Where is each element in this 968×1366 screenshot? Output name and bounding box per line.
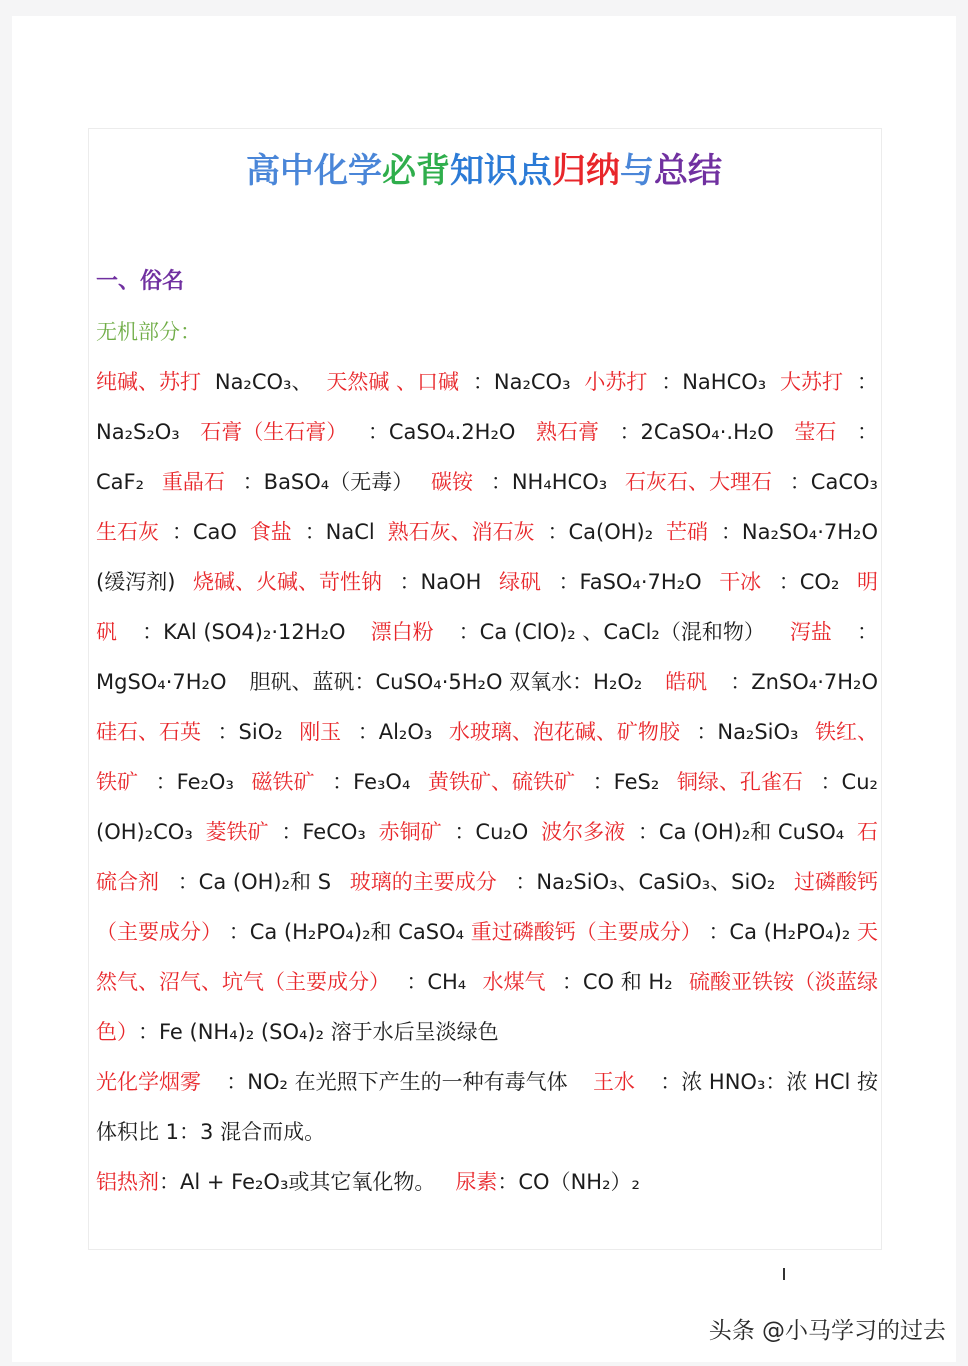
text-line <box>96 812 878 862</box>
text-line <box>96 1112 878 1162</box>
title-part: 高中化学 <box>246 151 382 191</box>
term-value: ：NaHCO₃ <box>661 370 767 394</box>
text-line <box>96 1062 878 1112</box>
term-value: ：NaOH <box>399 570 482 594</box>
term-label: 王水 <box>592 1070 635 1094</box>
term-label: 铁红、 <box>815 720 878 744</box>
term-value: ：Fe₃O₄ <box>332 770 411 794</box>
term-label: 重晶石 <box>161 470 225 494</box>
term-label: 熟石膏 <box>535 420 599 444</box>
watermark-text: 头条 @小马学习的过去 <box>708 1318 946 1344</box>
term-value: ：Ca(OH)₂ <box>547 520 654 544</box>
text-line <box>96 762 878 812</box>
term-value: Na₂CO₃、 <box>214 370 313 394</box>
term-label: 烧碱、火碱、苛性钠 <box>192 570 382 594</box>
title-part: 与 <box>620 151 654 191</box>
term-label: 泻盐 <box>789 620 832 644</box>
term-label: 尿素 <box>455 1170 498 1194</box>
term-value: 胆矾、蓝矾：CuSO₄·5H₂O 双氧水：H₂O₂ <box>249 670 643 694</box>
title-part: 必背 <box>382 151 450 191</box>
term-label: 碳铵 <box>431 470 474 494</box>
text-line <box>96 562 878 612</box>
term-label: 磁铁矿 <box>251 770 315 794</box>
term-label: 纯碱、苏打 <box>96 370 201 394</box>
term-label: 黄铁矿、硫铁矿 <box>428 770 575 794</box>
term-label: 玻璃的主要成分 <box>349 870 497 894</box>
term-label: 赤铜矿 <box>378 820 442 844</box>
term-value: ：SiO₂ <box>217 720 283 744</box>
term-value: Na₂S₂O₃ <box>96 420 180 444</box>
term-value: MgSO₄·7H₂O <box>96 670 227 694</box>
term-value: ：CH₄ <box>406 970 467 994</box>
text-line <box>96 462 878 512</box>
text-line <box>96 712 878 762</box>
term-label: 水煤气 <box>482 970 546 994</box>
text-line <box>96 662 878 712</box>
term-label: 明 <box>856 570 878 594</box>
term-label: 天 <box>856 920 878 944</box>
term-value: ：ZnSO₄·7H₂O <box>730 670 878 694</box>
term-label: 石膏（生石膏） <box>200 420 348 444</box>
term-value: ：Al + Fe₂O₃或其它氧化物。 <box>159 1170 456 1194</box>
term-label: 硅石、石英 <box>96 720 201 744</box>
term-value: ：FaSO₄·7H₂O <box>558 570 702 594</box>
text-line <box>96 962 878 1012</box>
term-label: 天然碱 、口碱 <box>326 370 460 394</box>
term-label: 石 <box>856 820 878 844</box>
title-part: 总结 <box>654 151 722 191</box>
term-label: 矾 <box>96 620 117 644</box>
term-label: 色） <box>96 1020 138 1044</box>
term-value: ：Ca (H₂PO₄)₂ <box>708 920 851 944</box>
term-label: 铝热剂 <box>96 1170 159 1194</box>
term-value: (OH)₂CO₃ <box>96 820 193 844</box>
term-value: 体积比 1：3 混合而成。 <box>96 1120 326 1144</box>
term-label: 食盐 <box>249 520 292 544</box>
text-line <box>96 912 878 962</box>
document-title <box>0 146 968 196</box>
text-line <box>96 1012 878 1062</box>
term-label: 大苏打 <box>780 370 844 394</box>
term-value: ：Ca (H₂PO₄)₂和 CaSO₄ <box>228 920 465 944</box>
term-value: ：Fe (NH₄)₂ (SO₄)₂ 溶于水后呈淡绿色 <box>138 1020 499 1044</box>
term-value: ：Fe₂O₃ <box>155 770 234 794</box>
section-heading: 一、俗名 <box>96 269 185 294</box>
term-label: 然气、沼气、坑气（主要成分） <box>96 970 390 994</box>
term-label: 芒硝 <box>666 520 709 544</box>
text-line <box>96 362 878 412</box>
term-value: ：CaCO₃ <box>789 470 878 494</box>
term-label: 过磷酸钙 <box>793 870 878 894</box>
term-label: 漂白粉 <box>370 620 434 644</box>
title-part: 归纳 <box>552 151 620 191</box>
term-value: ：Al₂O₃ <box>357 720 433 744</box>
term-value: ：Cu₂ <box>820 770 878 794</box>
term-label: 重过磷酸钙（主要成分） <box>470 920 702 944</box>
term-value: ：2CaSO₄·.H₂O <box>619 420 774 444</box>
term-label: 刚玉 <box>299 720 342 744</box>
title-part: 知识点 <box>450 151 552 191</box>
term-value: ： <box>856 420 878 444</box>
term-value: ：Ca (OH)₂和 CuSO₄ <box>637 820 845 844</box>
term-value: ：FeS₂ <box>592 770 660 794</box>
term-label: 石灰石、大理石 <box>624 470 772 494</box>
term-value: ：Ca (OH)₂和 S <box>177 870 332 894</box>
term-value: ：Na₂SO₄·7H₂O <box>720 520 878 544</box>
term-label: （主要成分） <box>96 920 222 944</box>
term-label: 绿矾 <box>498 570 541 594</box>
term-label: 小苏打 <box>584 370 648 394</box>
term-value: ：CaSO₄.2H₂O <box>367 420 516 444</box>
term-value: ：Na₂CO₃ <box>472 370 571 394</box>
term-value: ：NH₄HCO₃ <box>490 470 608 494</box>
term-value: ：Na₂SiO₃、CaSiO₃、SiO₂ <box>515 870 776 894</box>
text-line <box>96 412 878 462</box>
term-label: 铁矿 <box>96 770 138 794</box>
term-label: 熟石灰、消石灰 <box>387 520 535 544</box>
term-label: 莹石 <box>794 420 837 444</box>
term-label: 硫合剂 <box>96 870 159 894</box>
text-line <box>96 612 878 662</box>
term-value: ： <box>857 620 878 644</box>
term-value: ：NaCl <box>304 520 375 544</box>
term-label: 铜绿、孔雀石 <box>676 770 803 794</box>
term-value: ：Ca (ClO)₂ 、CaCl₂（混和物） <box>458 620 765 644</box>
term-value: ：Cu₂O <box>454 820 529 844</box>
term-label: 干冰 <box>719 570 762 594</box>
term-value: ：BaSO₄（无毒） <box>242 470 414 494</box>
text-line <box>96 1162 878 1212</box>
text-line <box>96 512 878 562</box>
term-label: 水玻璃、泡花碱、矿物胶 <box>448 720 680 744</box>
term-value: ： <box>856 370 878 394</box>
term-label: 菱铁矿 <box>205 820 269 844</box>
term-label: 生石灰 <box>96 520 159 544</box>
term-value: CaF₂ <box>96 470 145 494</box>
term-label: 硫酸亚铁铵（淡蓝绿 <box>688 970 878 994</box>
term-value: ：KAl (SO4)₂·12H₂O <box>142 620 346 644</box>
term-value: ：CaO <box>171 520 237 544</box>
term-label: 光化学烟雾 <box>96 1070 201 1094</box>
term-value: ：CO 和 H₂ <box>561 970 673 994</box>
term-label: 皓矾 <box>665 670 708 694</box>
term-value: ：Na₂SiO₃ <box>696 720 799 744</box>
term-value: ：CO₂ <box>778 570 840 594</box>
subheading: 无机部分： <box>96 320 201 344</box>
term-value: ：FeCO₃ <box>281 820 366 844</box>
term-label: 波尔多液 <box>541 820 626 844</box>
term-value: ：NO₂ 在光照下产生的一种有毒气体 <box>226 1070 568 1094</box>
term-value: ：浓 HNO₃：浓 HCl 按 <box>660 1070 878 1094</box>
document-body <box>96 362 878 1212</box>
text-line <box>96 862 878 912</box>
page-number-mark <box>783 1268 785 1280</box>
term-value: ：CO（NH₂）₂ <box>497 1170 640 1194</box>
term-value: (缓泻剂) <box>96 570 176 594</box>
